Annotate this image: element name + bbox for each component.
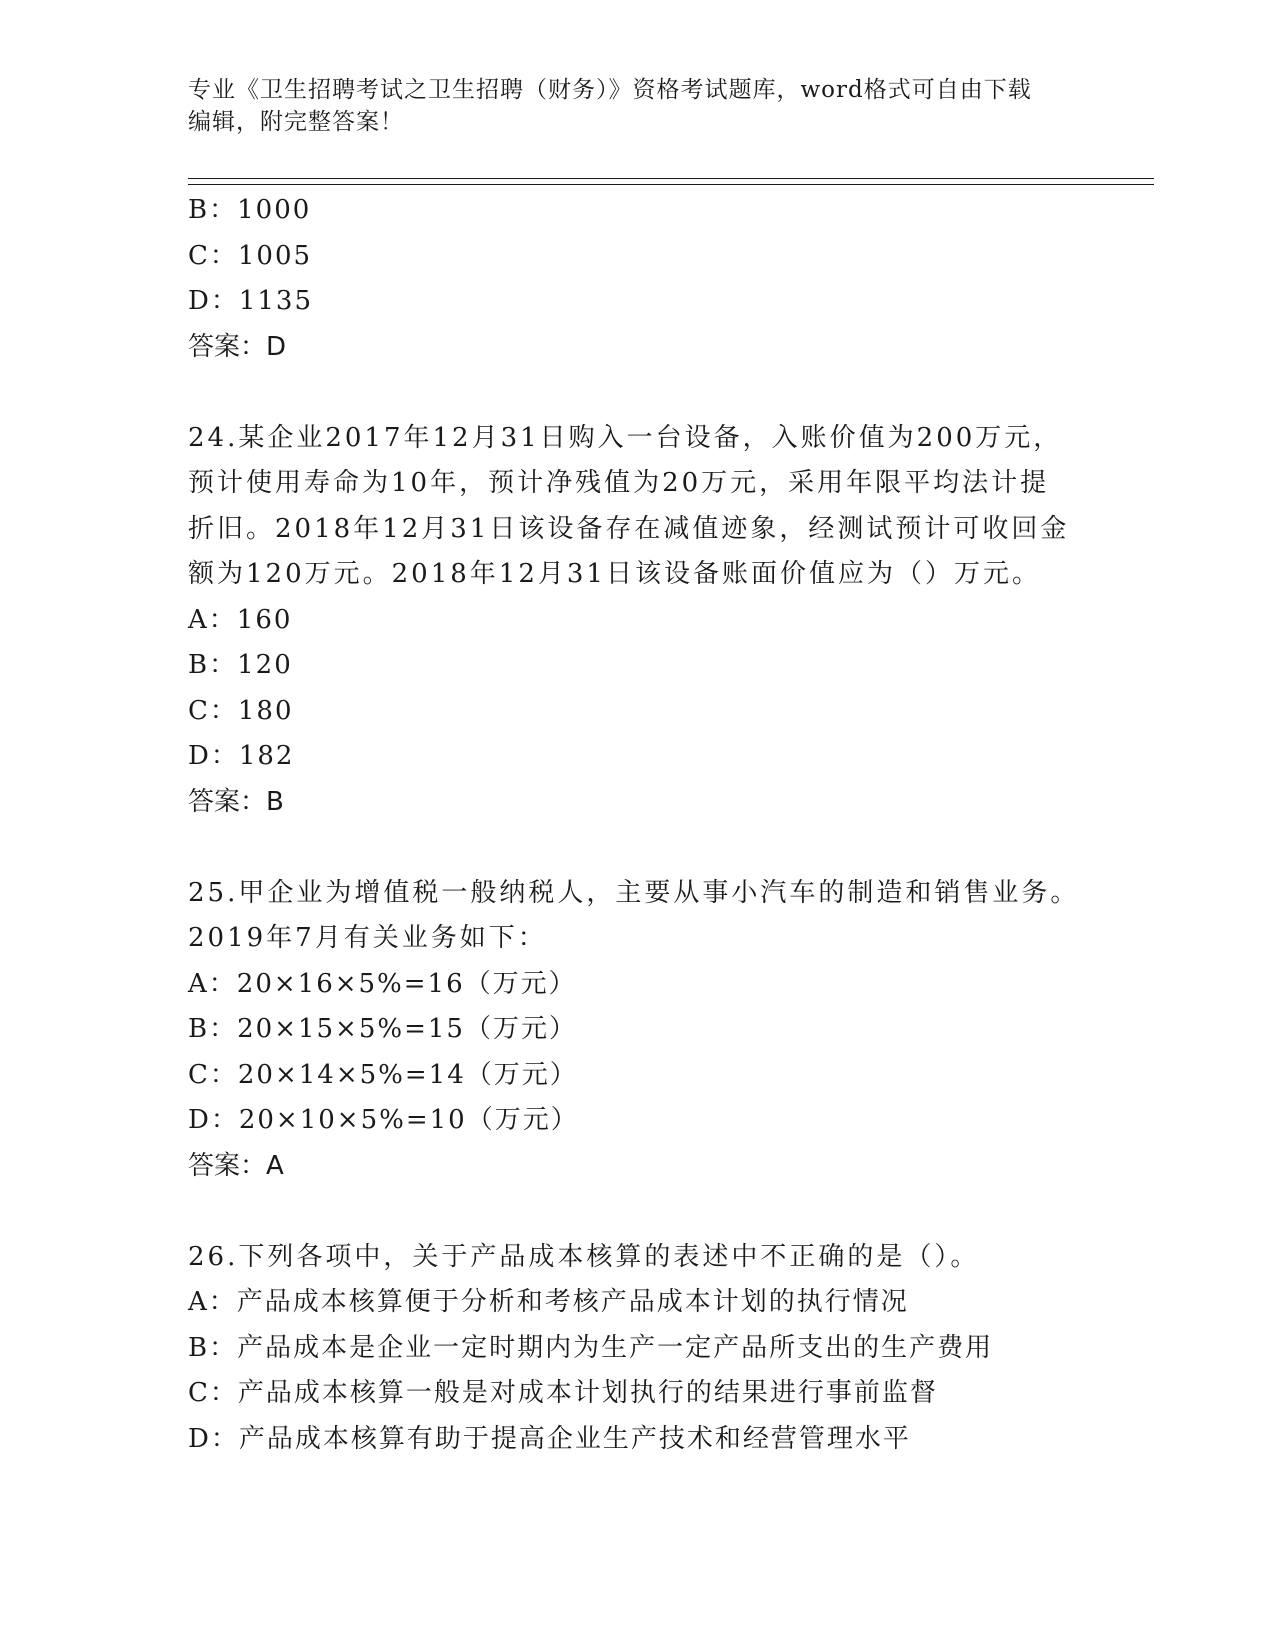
option-b: B：120: [188, 650, 293, 680]
answer: 答案：D: [188, 331, 287, 362]
option-b: B：产品成本是企业一定时期内为生产一定产品所支出的生产费用: [188, 1332, 994, 1363]
option-d: D：20×10×5%=10（万元）: [188, 1105, 579, 1135]
option-c: C：1005: [188, 240, 313, 271]
stem-line: 24.某企业2017年12月31日购入一台设备，入账价值为200万元，: [188, 422, 1063, 453]
question-stem: [188, 871, 1088, 962]
option-a: A：160: [188, 604, 293, 635]
stem-line: 26.下列各项中，关于产品成本核算的表述中不正确的是（）。: [188, 1241, 980, 1272]
page-header: [188, 74, 1068, 138]
option-d: D：1135: [188, 286, 314, 316]
option-a: A：产品成本核算便于分析和考核产品成本计划的执行情况: [188, 1287, 909, 1317]
question-stem: [188, 416, 1088, 598]
option-b: B：20×15×5%=15（万元）: [188, 1014, 577, 1044]
question-stem: [188, 1235, 1088, 1281]
stem-line: 折旧。2018年12月31日该设备存在减值迹象，经测试预计可收回金: [188, 513, 1070, 544]
question-24: [188, 416, 1088, 826]
option-b: B：1000: [188, 195, 312, 225]
stem-line: 25.甲企业为增值税一般纳税人，主要从事小汽车的制造和销售业务。: [188, 877, 1080, 908]
option-d: D：产品成本核算有助于提高企业生产技术和经营管理水平: [188, 1423, 911, 1454]
header-line-1: 专业《卫生招聘考试之卫生招聘（财务）》资格考试题库，word格式可自由下载: [188, 77, 1032, 103]
question-content: [188, 188, 1088, 1462]
answer: 答案：A: [188, 1150, 284, 1181]
header-divider: [188, 178, 1154, 185]
stem-line: 2019年7月有关业务如下：: [188, 923, 547, 953]
option-a: A：20×16×5%=16（万元）: [188, 968, 577, 999]
option-c: C：20×14×5%=14（万元）: [188, 1059, 578, 1090]
option-c: C：产品成本核算一般是对成本计划执行的结果进行事前监督: [188, 1378, 938, 1408]
option-c: C：180: [188, 695, 294, 726]
stem-line: 额为120万元。2018年12月31日该设备账面价值应为（）万元。: [188, 559, 1041, 589]
question-23-tail: [188, 188, 1088, 370]
stem-line: 预计使用寿命为10年，预计净残值为20万元，采用年限平均法计提: [188, 468, 1050, 498]
header-line-2: 编辑，附完整答案！: [188, 109, 404, 135]
question-25: [188, 871, 1088, 1190]
answer: 答案：B: [188, 786, 284, 817]
option-d: D：182: [188, 741, 295, 771]
question-26: [188, 1235, 1088, 1463]
